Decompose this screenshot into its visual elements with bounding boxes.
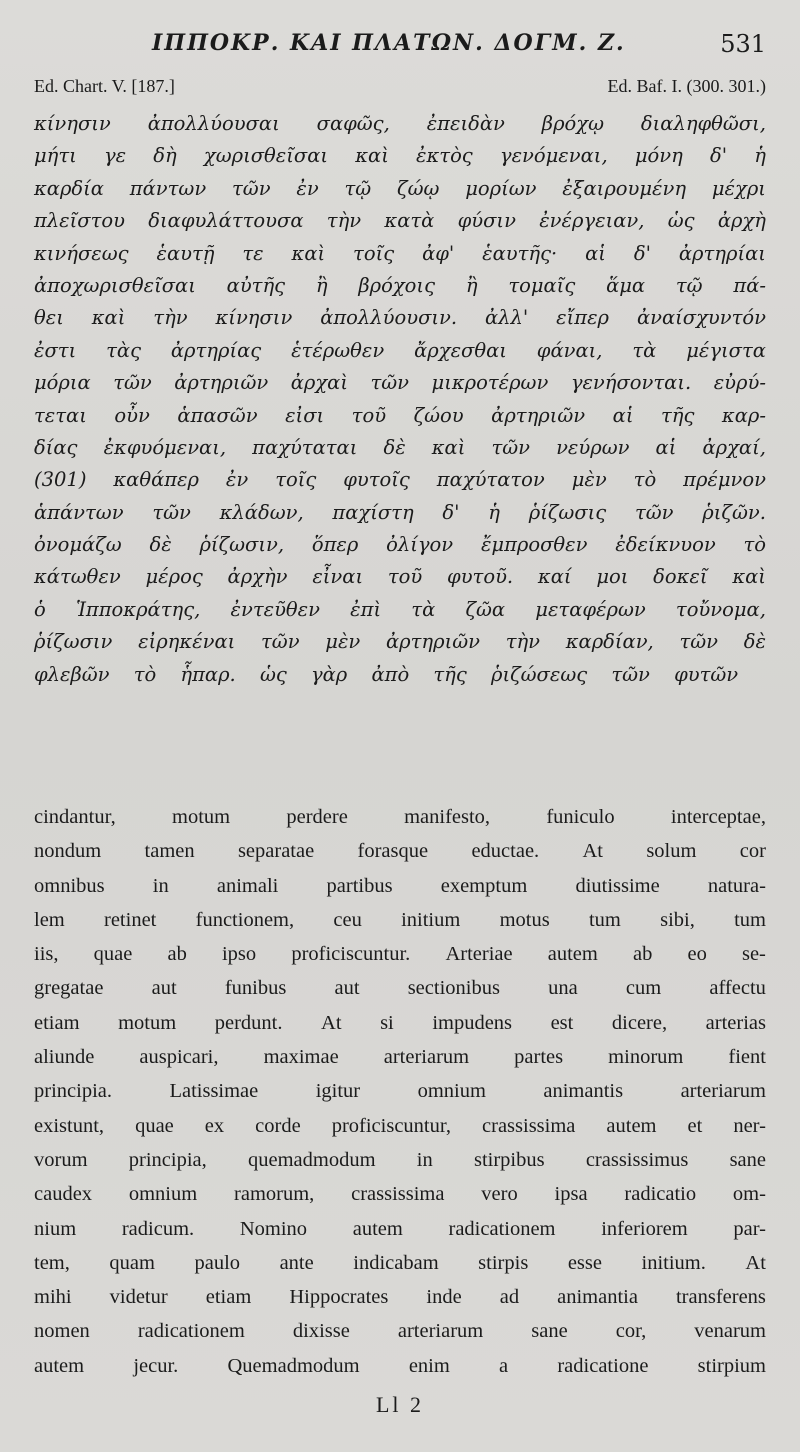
- running-head: [34, 26, 766, 60]
- latin-text-line: cindantur, motum perdere manifesto, funiculo interceptae,: [34, 806, 766, 828]
- greek-text-line: (301) καθάπερ ἐν τοῖς φυτοῖς παχύτατον μὲν τὸ πρέμνον: [34, 468, 766, 492]
- edition-basel: Ed. Baf. I. (300. 301.): [607, 76, 766, 96]
- latin-text-line: autem jecur. Quemadmodum enim a radicatione stirpium: [34, 1354, 766, 1377]
- greek-text-line: ἁπάντων τῶν κλάδων, παχίστη δ' ἡ ῥίζωσις τῶν ῥιζῶν.: [34, 500, 766, 524]
- greek-text-line: καρδία πάντων τῶν ἐν τῷ ζώῳ μορίων ἐξαιρουμένη μέχρι: [34, 176, 766, 200]
- latin-text-line: aliunde auspicari, maximae arteriarum partes minorum fient: [34, 1046, 766, 1069]
- latin-text-line: omnibus in animali partibus exemptum diutissime natura-: [34, 874, 766, 897]
- greek-text-line: κάτωθεν μέρος ἀρχὴν εἶναι τοῦ φυτοῦ. καί μοι δοκεῖ καὶ: [34, 565, 766, 589]
- latin-text-line: iis, quae ab ipso proficiscuntur. Arteriae autem ab eo se-: [34, 943, 766, 966]
- greek-text-line: μήτι γε δὴ χωρισθεῖσαι καὶ ἐκτὸς γενόμεναι, μόνη δ' ἡ: [34, 144, 766, 168]
- greek-text-line: δίας ἐκφυόμεναι, παχύταται δὲ καὶ τῶν νεύρων αἱ ἀρχαί,: [34, 435, 766, 459]
- edition-chartier: Ed. Chart. V. [187.]: [34, 76, 175, 96]
- greek-text-line: κίνησιν ἀπολλύουσαι σαφῶς, ἐπειδὰν βρόχῳ διαληφθῶσι,: [34, 112, 766, 135]
- latin-text-line: mihi videtur etiam Hippocrates inde ad animantia transferens: [34, 1286, 766, 1309]
- latin-text-line: principia. Latissimae igitur omnium animantis arteriarum: [34, 1080, 766, 1103]
- latin-text-line: nium radicum. Nomino autem radicationem inferiorem par-: [34, 1217, 766, 1240]
- greek-text-line: τεται οὖν ἁπασῶν εἰσι τοῦ ζώου ἀρτηριῶν αἱ τῆς καρ-: [34, 403, 766, 427]
- latin-text-line: nondum tamen separatae forasque eductae. At solum cor: [34, 840, 766, 863]
- greek-text-line: πλεῖστου διαφυλάττουσα τὴν κατὰ φύσιν ἐνέργειαν, ὡς ἀρχὴ: [34, 209, 766, 233]
- edition-references: [34, 76, 766, 106]
- running-title: ΙΠΠΟΚΡ. ΚΑΙ ΠΛΑΤΩΝ. ΔΟΓΜ. Ζ.: [152, 30, 626, 56]
- greek-text-line: μόρια τῶν ἀρτηριῶν ἀρχαὶ τῶν μικροτέρων γενήσονται. εὐρύ-: [34, 371, 766, 395]
- greek-text-line: ῥίζωσιν εἰρηκέναι τῶν μὲν ἀρτηριῶν τὴν καρδίαν, τῶν δὲ: [34, 630, 766, 654]
- greek-text-line: θει καὶ τὴν κίνησιν ἀπολλύουσιν. ἀλλ' εἴπερ ἀναίσχυντόν: [34, 306, 766, 330]
- latin-text-line: etiam motum perdunt. At si impudens est dicere, arterias: [34, 1011, 766, 1034]
- latin-text-line: lem retinet functionem, ceu initium motus tum sibi, tum: [34, 908, 766, 931]
- greek-text-line: ὁ Ἱπποκράτης, ἐντεῦθεν ἐπὶ τὰ ζῶα μεταφέρων τοὔνομα,: [34, 597, 766, 621]
- printer-signature: Ll 2: [375, 1392, 425, 1417]
- latin-text-line: existunt, quae ex corde proficiscuntur, crassissima autem et ner-: [34, 1114, 766, 1137]
- page-number: 531: [720, 30, 766, 58]
- greek-text-line: ἀποχωρισθεῖσαι αὐτῆς ἢ βρόχοις ἢ τομαῖς ἅμα τῷ πά-: [34, 273, 766, 297]
- greek-text-line: ὀνομάζω δὲ ῥίζωσιν, ὅπερ ὀλίγον ἔμπροσθεν ἐδείκνυον τὸ: [34, 533, 766, 557]
- latin-text-line: caudex omnium ramorum, crassissima vero ipsa radicatio om-: [34, 1183, 766, 1206]
- greek-text-line: ἐστι τὰς ἀρτηρίας ἑτέρωθεν ἄρχεσθαι φάναι, τὰ μέγιστα: [34, 338, 766, 362]
- latin-text-line: gregatae aut funibus aut sectionibus una cum affectu: [34, 977, 766, 1000]
- greek-text-line: κινήσεως ἑαυτῇ τε καὶ τοῖς ἀφ' ἑαυτῆς· αἱ δ' ἀρτηρίαι: [34, 241, 766, 265]
- latin-text-line: nomen radicationem dixisse arteriarum sane cor, venarum: [34, 1320, 766, 1343]
- latin-text-line: tem, quam paulo ante indicabam stirpis esse initium. At: [34, 1251, 766, 1274]
- greek-text-line: φλεβῶν τὸ ἧπαρ. ὡς γὰρ ἀπὸ τῆς ῥιζώσεως τῶν φυτῶν: [34, 662, 739, 686]
- latin-text-line: vorum principia, quemadmodum in stirpibus crassissimus sane: [34, 1148, 766, 1171]
- latin-translation-block: [34, 800, 766, 1383]
- greek-text-block: [34, 108, 766, 691]
